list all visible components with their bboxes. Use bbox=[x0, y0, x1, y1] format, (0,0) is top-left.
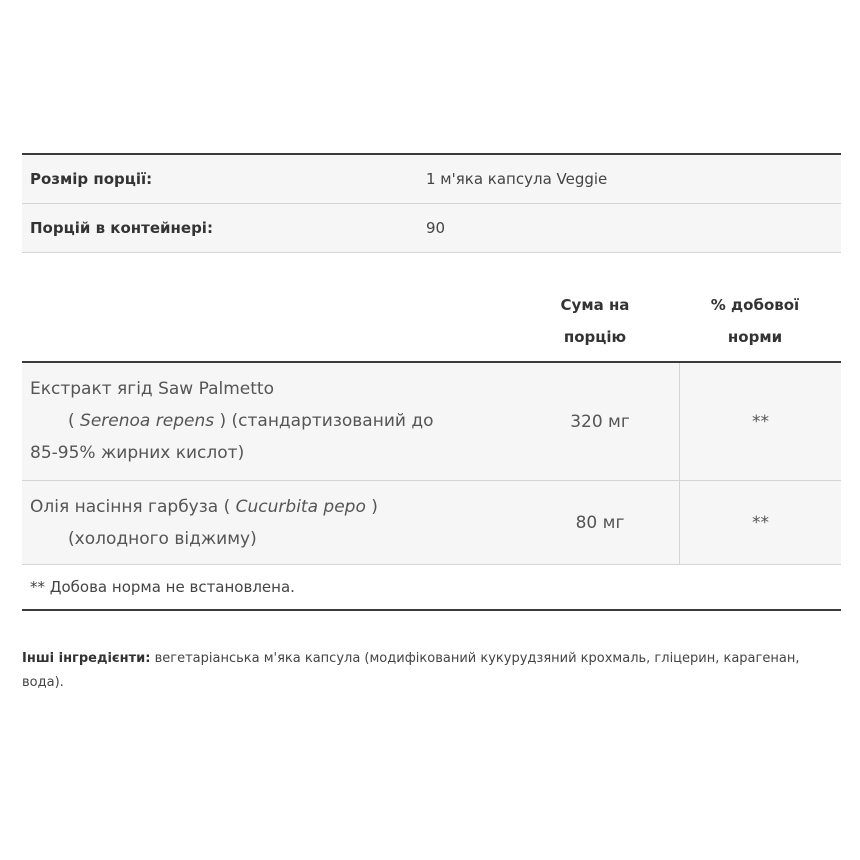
other-ingredients bbox=[22, 647, 842, 695]
ingredient-name: Олія насіння гарбуза ( Cucurbita pepo ) (холодного віджиму) bbox=[30, 497, 378, 549]
serving-size-value: 1 м'яка капсула Veggie bbox=[426, 170, 608, 188]
table-header bbox=[22, 281, 841, 361]
ingredient-amount: 320 мг bbox=[570, 411, 630, 432]
other-ingredients-label: Інші інгредієнти: bbox=[22, 651, 151, 666]
servings-per-container-label: Порцій в контейнері: bbox=[30, 219, 213, 237]
supplement-facts-panel bbox=[22, 153, 841, 611]
latin-name: Cucurbita pepo bbox=[235, 497, 366, 517]
amount-per-serving-header: Сума на порцію bbox=[560, 296, 630, 346]
ingredient-name: Екстракт ягід Saw Palmetto ( Serenoa repens ) (стандартизований до 85-95% жирних кислот) bbox=[30, 379, 434, 463]
ingredient-daily-value: ** bbox=[679, 481, 841, 564]
ingredient-row bbox=[22, 481, 841, 564]
bottom-rule bbox=[22, 609, 841, 611]
servings-per-container-row bbox=[22, 204, 841, 252]
footnote: ** Добова норма не встановлена. bbox=[30, 578, 295, 596]
other-ingredients-text: вегетаріанська м'яка капсула (модифікований кукурудзяний крохмаль, гліцерин, карагенан, вода). bbox=[22, 651, 800, 690]
ingredient-row bbox=[22, 363, 841, 480]
serving-size-row bbox=[22, 155, 841, 203]
servings-per-container-value: 90 bbox=[426, 219, 446, 237]
serving-size-label: Розмір порції: bbox=[30, 170, 153, 188]
ingredient-daily-value: ** bbox=[679, 363, 841, 480]
latin-name: Serenoa repens bbox=[80, 411, 215, 431]
ingredient-amount: 80 мг bbox=[575, 512, 625, 533]
daily-value-header: % добової норми bbox=[710, 296, 800, 346]
